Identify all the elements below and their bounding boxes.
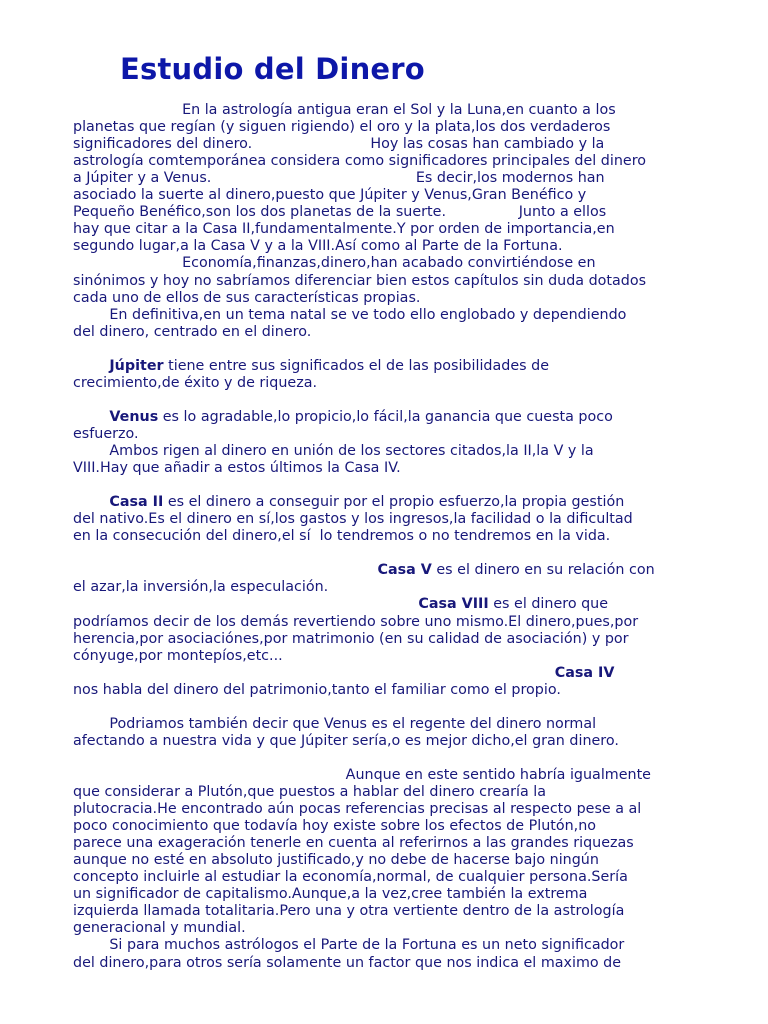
bold-term: Júpiter: [109, 357, 164, 374]
text-line: Venus es lo agradable,lo propicio,lo fácil,la ganancia que cuesta poco: [109, 408, 613, 425]
text-line: generacional y mundial.: [73, 920, 246, 937]
text-line: VIII.Hay que añadir a estos últimos la Casa IV.: [73, 460, 401, 477]
text-line: Pequeño Benéfico,son los dos planetas de la suerte. Junto a ellos: [73, 204, 607, 221]
text-line: nos habla del dinero del patrimonio,tanto el familiar como el propio.: [73, 681, 561, 698]
text-line: Economía,finanzas,dinero,han acabado convirtiéndose en: [73, 255, 596, 272]
bold-term: Casa VIII: [418, 596, 489, 613]
text-line: que considerar a Plutón,que puestos a hablar del dinero crearía la: [73, 784, 546, 800]
bold-term: Casa IV: [554, 664, 615, 681]
text-line: crecimiento,de éxito y de riqueza.: [73, 374, 318, 391]
text-line: Ambos rigen al dinero en unión de los sectores citados,la II,la V y la: [73, 443, 594, 459]
text-line: afectando a nuestra vida y que Júpiter sería,o es mejor dicho,el gran dinero.: [73, 732, 619, 749]
text-line: astrología comtemporánea considera como significadores principales del dinero: [73, 153, 647, 170]
text-line: cónyuge,por montepíos,etc...: [73, 647, 283, 664]
text-line: [73, 665, 614, 682]
text-line: sinónimos y hoy no sabríamos diferenciar bien estos capítulos sin duda dotados: [73, 272, 647, 289]
text-line: cada uno de ellos de sus características propias.: [73, 289, 421, 306]
text-line: En la astrología antigua eran el Sol y la Luna,en cuanto a los: [73, 102, 616, 118]
text-line: podríamos decir de los demás revertiendo sobre uno mismo.El dinero,pues,por: [73, 613, 639, 630]
text-line: poco conocimiento que todavía hoy existe sobre los efectos de Plutón,no: [73, 818, 597, 835]
text-line: aunque no esté en absoluto justificado,y no debe de hacerse bajo ningún: [73, 852, 599, 869]
text-line: parece una exageración tenerle en cuenta al referirnos a las grandes riquezas: [73, 835, 634, 852]
text-line: del dinero, centrado en el dinero.: [73, 323, 312, 340]
text-line: un significador de capitalismo.Aunque,a la vez,cree también la extrema: [73, 886, 588, 903]
bold-term: Casa II: [109, 494, 164, 511]
text-line: Si para muchos astrólogos el Parte de la Fortuna es un neto significador: [73, 937, 625, 954]
text-line: hay que citar a la Casa II,fundamentalmente.Y por orden de importancia,en: [73, 221, 615, 238]
document-title: Estudio del Dinero: [120, 52, 425, 86]
bold-term: Venus: [109, 408, 159, 425]
text-line: Júpiter tiene entre sus significados el de las posibilidades de: [109, 357, 550, 374]
text-line: en la consecución del dinero,el sí lo tendremos o no tendremos en la vida.: [73, 528, 611, 545]
text-line: Casa VIII es el dinero que: [418, 596, 609, 613]
bold-term: Casa V: [377, 562, 432, 579]
text-line: Casa II es el dinero a conseguir por el propio esfuerzo,la propia gestión: [109, 494, 625, 511]
text-line: asociado la suerte al dinero,puesto que Júpiter y Venus,Gran Benéfico y: [73, 187, 587, 204]
text-line: planetas que regían (y siguen rigiendo) el oro y la plata,los dos verdaderos: [73, 119, 611, 136]
text-line: En definitiva,en un tema natal se ve todo ello englobado y dependiendo: [73, 306, 627, 323]
text-line: significadores del dinero. Hoy las cosas han cambiado y la: [73, 136, 605, 153]
text-line: herencia,por asociaciónes,por matrimonio (en su calidad de asociación) y por: [73, 630, 629, 647]
text-line: del nativo.Es el dinero en sí,los gastos y los ingresos,la facilidad o la dificultad: [73, 511, 633, 528]
text-line: Podriamos también decir que Venus es el regente del dinero normal: [73, 715, 597, 732]
text-line: izquierda llamada totalitaria.Pero una y otra vertiente dentro de la astrología: [73, 903, 625, 920]
text-line: plutocracia.He encontrado aún pocas referencias precisas al respecto pese a al: [73, 801, 642, 818]
text-line: esfuerzo.: [73, 425, 139, 442]
text-line: a Júpiter y a Venus. Es decir,los modernos han: [73, 170, 605, 187]
text-line: del dinero,para otros sería solamente un factor que nos indica el maximo de: [73, 954, 622, 971]
text-line: concepto incluirle al estudiar la economía,normal, de cualquier persona.Sería: [73, 869, 628, 886]
text-line: el azar,la inversión,la especulación.: [73, 579, 329, 596]
text-line: Aunque en este sentido habría igualmente: [73, 766, 651, 783]
text-line: Casa V es el dinero en su relación con: [377, 562, 655, 579]
text-line: segundo lugar,a la Casa V y a la VIII.Así como al Parte de la Fortuna.: [73, 238, 563, 255]
